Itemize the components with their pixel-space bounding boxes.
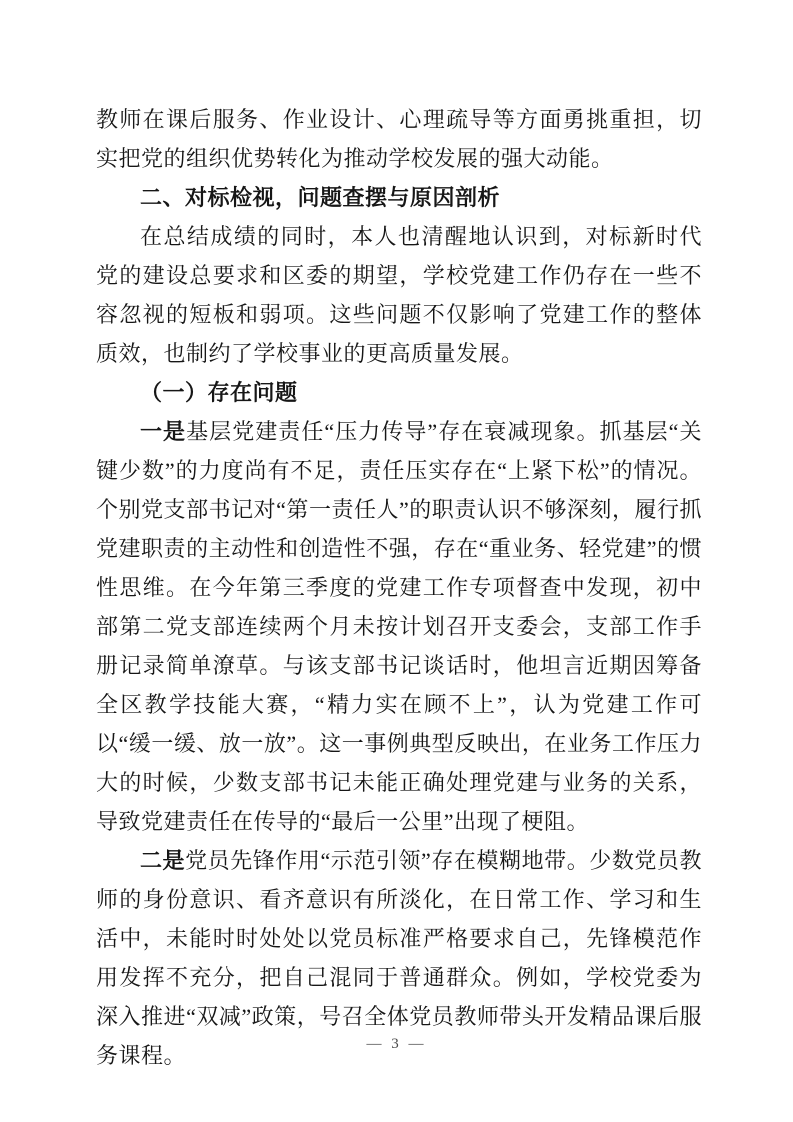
paragraph-lead: 二是 — [140, 848, 186, 873]
paragraph — [96, 412, 702, 841]
paragraph-lead: 一是 — [140, 419, 187, 444]
paragraph: 在总结成绩的同时，本人也清醒地认识到，对标新时代党的建设总要求和区委的期望，学校党建工作仍存在一些不容忽视的短板和弱项。这些问题不仅影响了党建工作的整体质效，也制约了学校事业的更高质量发展。 — [96, 224, 702, 366]
document-body — [96, 100, 702, 1075]
paragraph-text: 基层党建责任“压力传导”存在衰减现象。抓基层“关键少数”的力度尚有不足，责任压实存在“上紧下松”的情况。个别党支部书记对“第一责任人”的职责认识不够深刻，履行抓党建职责的主动性和创造性不强，存在“重业务、轻党建”的惯性思维。在今年第三季度的党建工作专项督查中发现，初中部第二党支部连续两个月未按计划召开支委会，支部工作手册记录简单潦草。与该支部书记谈话时，他坦言近期因筹备全区教学技能大赛，“精力实在顾不上”，认为党建工作可以“缓一缓、放一放”。这一事例典型反映出，在业务工作压力大的时候，少数支部书记未能正确处理党建与业务的关系，导致党建责任在传导的“最后一公里”出现了梗阻。 — [96, 419, 703, 834]
page-number: — 3 — — [366, 1036, 427, 1052]
paragraph-text: 党员先锋作用“示范引领”存在模糊地带。少数党员教师的身份意识、看齐意识有所淡化，在日常工作、学习和生活中，未能时时处处以党员标准严格要求自己，先锋模范作用发挥不充分，把自己混同于普通群众。例如，学校党委为深入推进“双减”政策，号召全体党员教师带头开发精品课后服务课程。 — [96, 848, 702, 1068]
section-heading: 二、对标检视，问题查摆与原因剖析 — [140, 185, 501, 210]
paragraph-continuation: 教师在课后服务、作业设计、心理疏导等方面勇挑重担，切实把党的组织优势转化为推动学校发展的强大动能。 — [96, 107, 702, 171]
subsection-heading: （一）存在问题 — [140, 380, 298, 405]
